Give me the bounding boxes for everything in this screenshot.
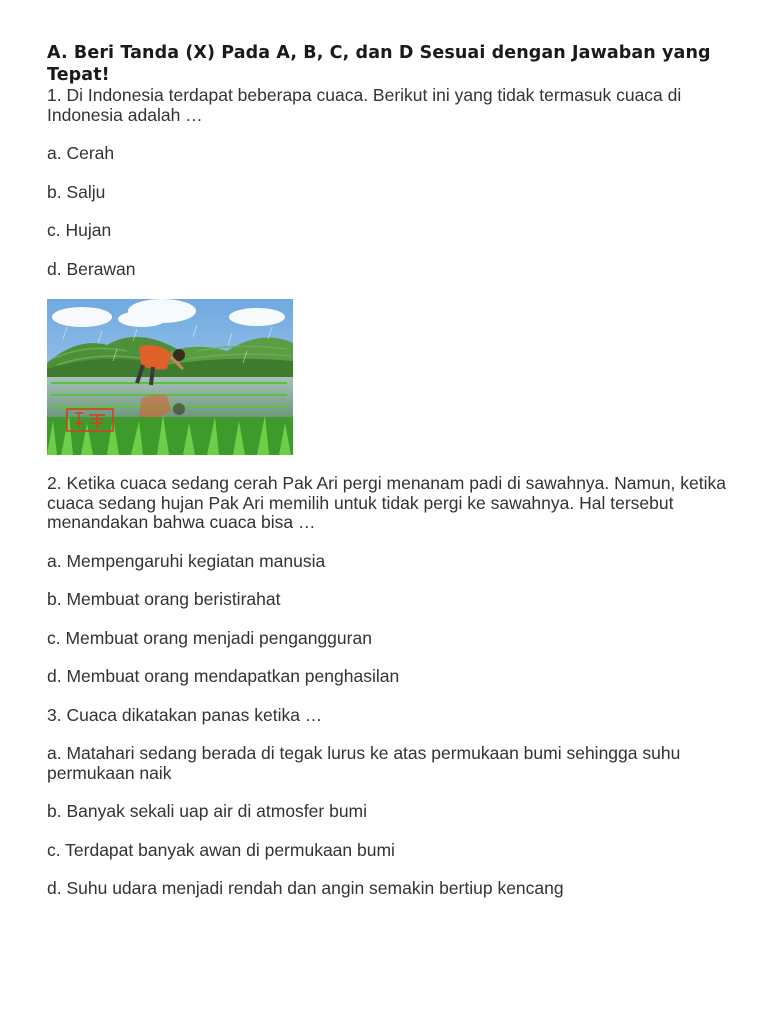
question-2-option-d: d. Membuat orang mendapatkan penghasilan: [47, 666, 400, 686]
question-1-option-c: c. Hujan: [47, 220, 112, 240]
question-1-option-b: b. Salju: [47, 181, 106, 202]
question-2-option-a: a. Mempengaruhi kegiatan manusia: [47, 550, 326, 571]
question-1-text: 1. Di Indonesia terdapat beberapa cuaca. Berikut ini yang tidak termasuk cuaca di Indonesia adalah …: [47, 85, 682, 125]
question-2-option-c: c. Membuat orang menjadi pengangguran: [47, 627, 372, 648]
question-3-option-d: d. Suhu udara menjadi rendah dan angin semakin bertiup kencang: [47, 878, 564, 898]
question-1-option-d: d. Berawan: [47, 258, 136, 279]
question-3-option-b: b. Banyak sekali uap air di atmosfer bumi: [47, 801, 368, 821]
question-1-option-a: a. Cerah: [47, 143, 115, 163]
section-heading: A. Beri Tanda (X) Pada A, B, C, dan D Sesuai dengan Jawaban yang Tepat!: [47, 43, 711, 85]
question-2-text: 2. Ketika cuaca sedang cerah Pak Ari pergi menanam padi di sawahnya. Namun, ketika cuaca sedang hujan Pak Ari memilih untuk tidak pergi ke sawahnya. Hal tersebut menandakan bahwa cuaca bisa …: [47, 473, 726, 532]
question-2-option-b: b. Membuat orang beristirahat: [47, 589, 281, 609]
question-3-option-a: a. Matahari sedang berada di tegak lurus ke atas permukaan bumi sehingga suhu permukaan naik: [47, 743, 681, 783]
worksheet: [47, 42, 732, 899]
question-3-text: 3. Cuaca dikatakan panas ketika …: [47, 704, 323, 725]
farmer-planting-rice-in-rain-illustration: [47, 299, 293, 455]
question-3-option-c: c. Terdapat banyak awan di permukaan bumi: [47, 839, 395, 860]
